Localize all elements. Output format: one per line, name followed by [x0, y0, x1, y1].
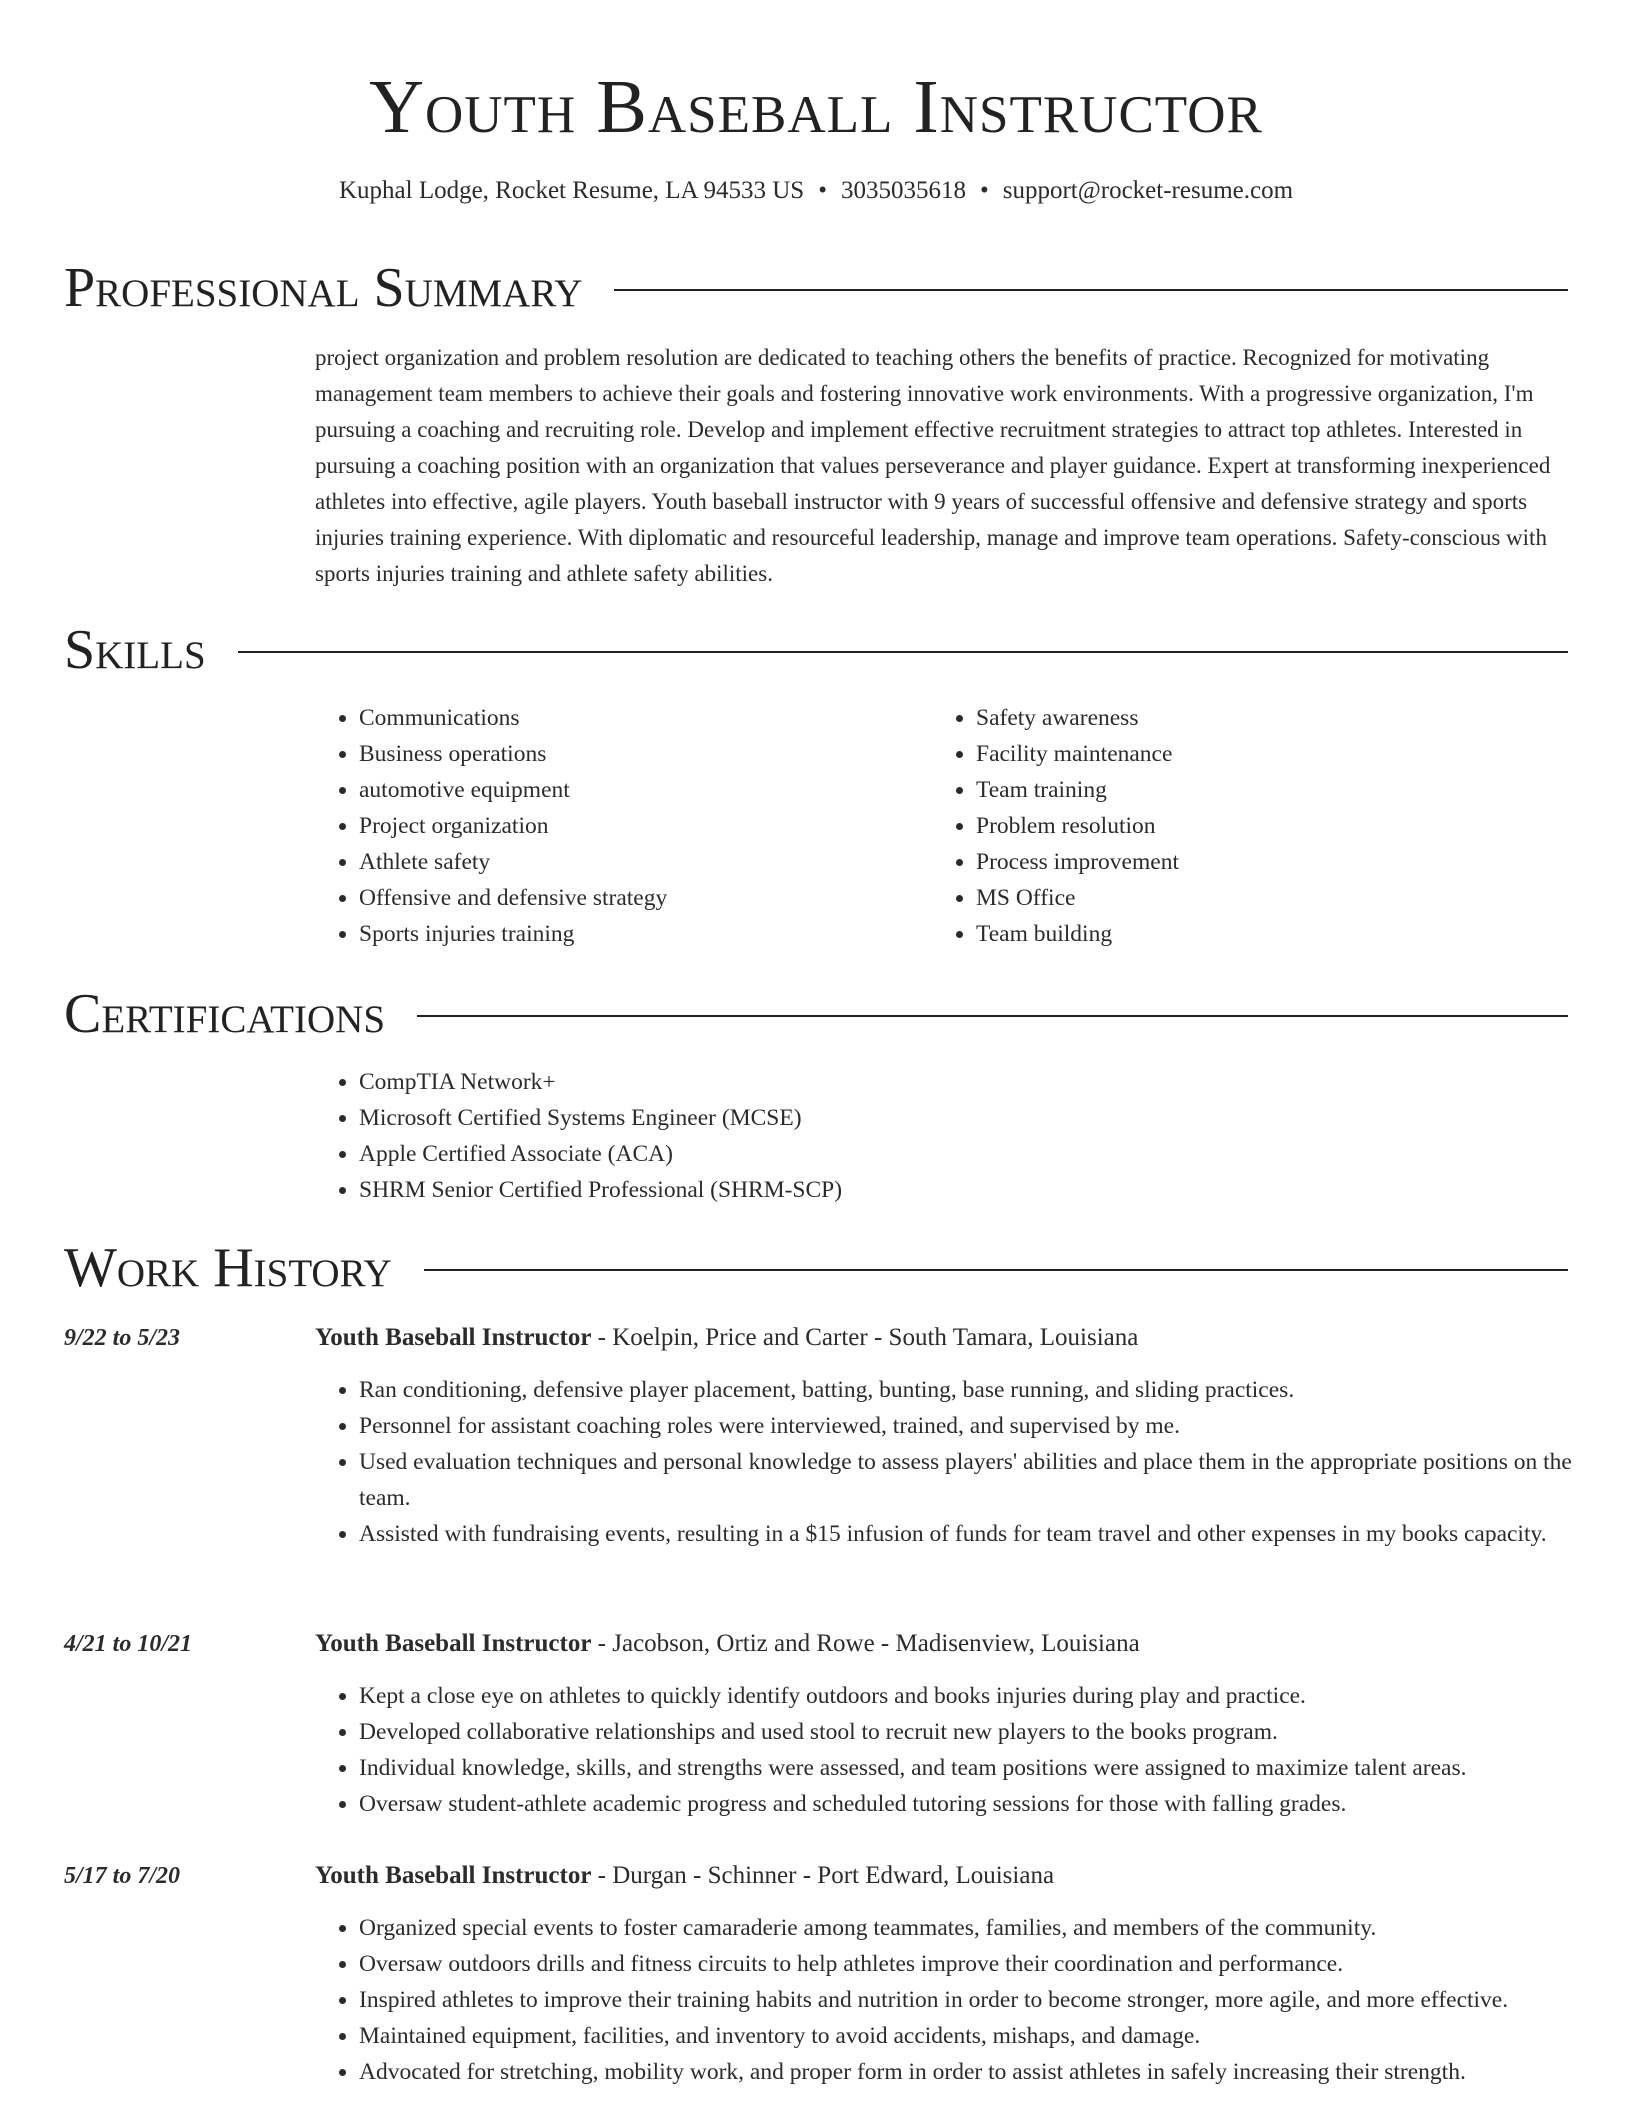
job-dates: 5/17 to 7/20: [64, 1863, 181, 1889]
skill-item: • Sports injuries training: [359, 916, 915, 952]
skill-item: • Facility maintenance: [976, 736, 1532, 772]
certification-item: • CompTIA Network+: [359, 1064, 1570, 1100]
summary-heading: Professional Summary: [64, 257, 583, 319]
skill-item: • Athlete safety: [359, 844, 915, 880]
job-employer-location: - Koelpin, Price and Carter - South Tamara, Louisiana: [591, 1324, 1139, 1351]
contact-separator: •: [818, 177, 827, 204]
section-divider: [417, 1015, 1568, 1017]
skill-item: • Communications: [359, 700, 915, 736]
skills-heading: Skills: [64, 619, 206, 681]
job-bullets: [315, 1372, 1585, 1552]
job-bullets: [315, 1910, 1585, 2090]
job-role: Youth Baseball Instructor: [315, 1630, 592, 1657]
certification-item: • Apple Certified Associate (ACA): [359, 1136, 1570, 1172]
certification-item: • SHRM Senior Certified Professional (SHRM-SCP): [359, 1172, 1570, 1208]
certifications-list: [315, 1064, 1570, 1208]
skill-item: • Team training: [976, 772, 1532, 808]
job-employer-location: - Durgan - Schinner - Port Edward, Louisiana: [591, 1862, 1055, 1889]
skill-item: • Process improvement: [976, 844, 1532, 880]
job-heading: [315, 1858, 1054, 1894]
job-bullet: • Oversaw student-athlete academic progress and scheduled tutoring sessions for those with falling grades.: [359, 1786, 1585, 1822]
job-dates: 4/21 to 10/21: [64, 1631, 193, 1657]
contact-phone: 3035035618: [840, 177, 966, 204]
section-divider: [238, 651, 1568, 653]
skill-item: • Problem resolution: [976, 808, 1532, 844]
skill-item: • Safety awareness: [976, 700, 1532, 736]
skills-column-right: [932, 700, 1532, 952]
job-heading: [315, 1320, 1138, 1356]
job-bullet: • Inspired athletes to improve their training habits and nutrition in order to become stronger, more agile, and more effective.: [359, 1982, 1585, 2018]
job-bullet: • Individual knowledge, skills, and strengths were assessed, and team positions were assigned to maximize talent areas.: [359, 1750, 1585, 1786]
contact-address: Kuphal Lodge, Rocket Resume, LA 94533 US: [338, 177, 805, 204]
job-bullet: • Developed collaborative relationships and used stool to recruit new players to the books program.: [359, 1714, 1585, 1750]
skill-item: • automotive equipment: [359, 772, 915, 808]
job-bullet: • Organized special events to foster camaraderie among teammates, families, and members of the community.: [359, 1910, 1585, 1946]
skill-item: • MS Office: [976, 880, 1532, 916]
skill-item: • Team building: [976, 916, 1532, 952]
skill-item: • Project organization: [359, 808, 915, 844]
resume-title: Youth Baseball Instructor: [369, 65, 1263, 149]
skills-column-left: [315, 700, 915, 952]
job-employer-location: - Jacobson, Ortiz and Rowe - Madisenview, Louisiana: [591, 1630, 1140, 1657]
skill-item: • Business operations: [359, 736, 915, 772]
skills-section-header: [64, 618, 1568, 682]
summary-section-header: [64, 256, 1568, 320]
job-bullet: • Advocated for stretching, mobility work, and proper form in order to assist athletes in safely increasing their strength.: [359, 2054, 1585, 2090]
job-role: Youth Baseball Instructor: [315, 1324, 592, 1351]
job-bullet: • Ran conditioning, defensive player placement, batting, bunting, base running, and sliding practices.: [359, 1372, 1585, 1408]
job-bullet: • Used evaluation techniques and personal knowledge to assess players' abilities and place them in the appropriate positions on the team.: [359, 1444, 1585, 1516]
job-bullet: • Personnel for assistant coaching roles were interviewed, trained, and supervised by me.: [359, 1408, 1585, 1444]
section-divider: [614, 289, 1568, 291]
section-divider: [424, 1269, 1568, 1271]
job-bullet: • Oversaw outdoors drills and fitness circuits to help athletes improve their coordination and performance.: [359, 1946, 1585, 1982]
job-bullet: • Assisted with fundraising events, resulting in a $15 infusion of funds for team travel and other expenses in my books capacity.: [359, 1516, 1585, 1552]
job-heading: [315, 1626, 1140, 1662]
certification-item: • Microsoft Certified Systems Engineer (MCSE): [359, 1100, 1570, 1136]
contact-line: [0, 174, 1632, 208]
work-history-section-header: [64, 1236, 1568, 1300]
certifications-section-header: [64, 982, 1568, 1046]
job-bullets: [315, 1678, 1585, 1822]
job-bullet: • Maintained equipment, facilities, and inventory to avoid accidents, mishaps, and damage.: [359, 2018, 1585, 2054]
job-bullet: • Kept a close eye on athletes to quickly identify outdoors and books injuries during play and practice.: [359, 1678, 1585, 1714]
job-dates: 9/22 to 5/23: [64, 1325, 181, 1351]
contact-separator: •: [979, 177, 989, 204]
contact-email: support@rocket-resume.com: [1002, 177, 1294, 204]
summary-text: project organization and problem resolution are dedicated to teaching others the benefits of practice. Recognized for motivating management team members to achieve their goals and fostering innovative work environments. With a progressive organization, I'm pursuing a coaching and recruiting role. Develop and implement effective recruitment strategies to attract top athletes. Interested in pursuing a coaching position with an organization that values perseverance and player guidance. Expert at transforming inexperienced athletes into effective, agile players. Youth baseball instructor with 9 years of successful offensive and defensive strategy and sports injuries training experience. With diplomatic and resourceful leadership, manage and improve team operations. Safety-conscious with sports injuries training and athlete safety abilities.: [315, 345, 1551, 586]
skill-item: • Offensive and defensive strategy: [359, 880, 915, 916]
work-history-heading: Work History: [64, 1237, 392, 1299]
certifications-heading: Certifications: [64, 983, 386, 1045]
job-role: Youth Baseball Instructor: [315, 1862, 592, 1889]
